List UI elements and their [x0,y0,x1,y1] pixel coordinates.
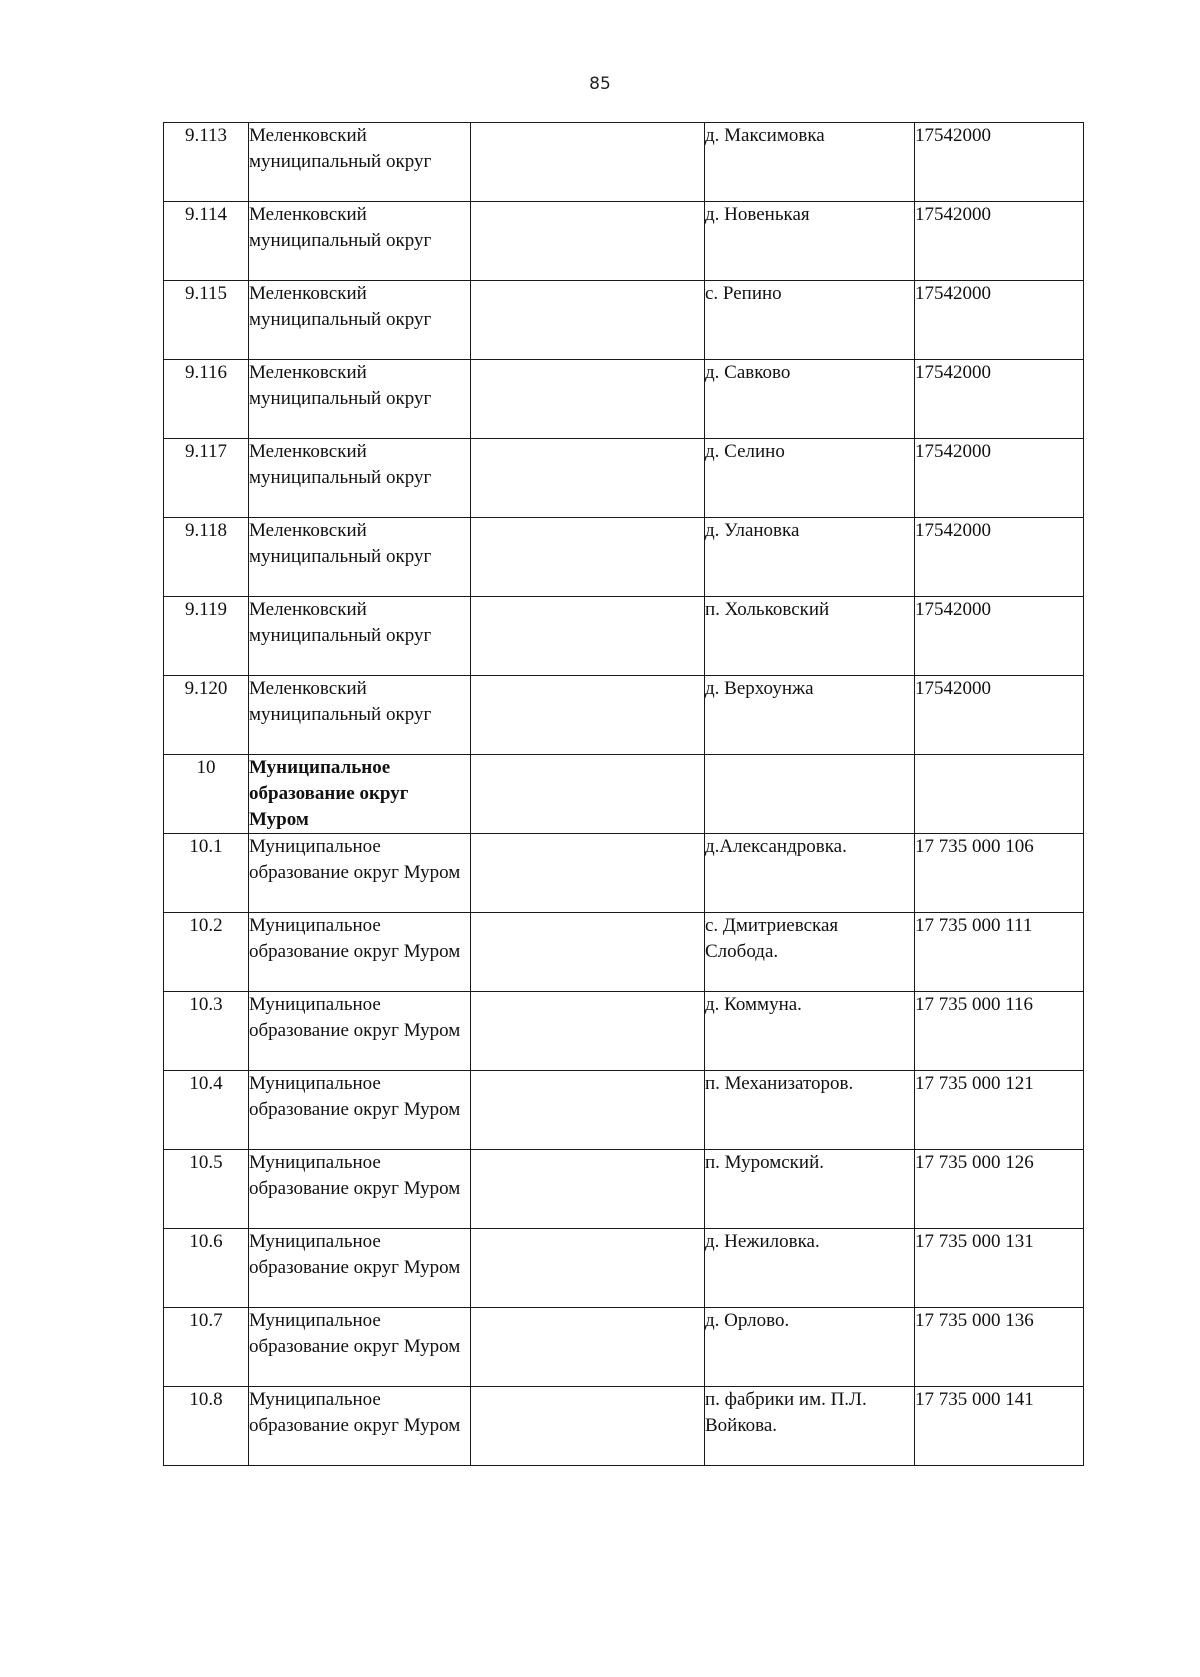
row-number: 10.3 [164,992,249,1071]
municipality-name: Меленковский муниципальный округ [249,123,471,202]
settlement-name: с. Репино [705,281,915,360]
oktmo-code [915,755,1084,834]
page-number: 85 [589,74,611,94]
table-row [164,360,1084,439]
municipality-name: Муниципальное образование округ Муром [249,913,471,992]
oktmo-code: 17542000 [915,597,1084,676]
municipality-name: Муниципальное образование округ Муром [249,1071,471,1150]
settlement-name: п. Механизаторов. [705,1071,915,1150]
settlement-name: д.Александровка. [705,834,915,913]
settlement-name: п. Муромский. [705,1150,915,1229]
table-row [164,676,1084,755]
row-number: 9.116 [164,360,249,439]
oktmo-code: 17 735 000 126 [915,1150,1084,1229]
oktmo-code: 17542000 [915,439,1084,518]
oktmo-code: 17542000 [915,281,1084,360]
empty-cell [471,360,705,439]
table-row [164,992,1084,1071]
oktmo-code: 17 735 000 111 [915,913,1084,992]
empty-cell [471,123,705,202]
oktmo-code: 17 735 000 121 [915,1071,1084,1150]
table-row [164,1071,1084,1150]
table-row [164,597,1084,676]
empty-cell [471,1387,705,1466]
empty-cell [471,1229,705,1308]
settlement-name: д. Улановка [705,518,915,597]
row-number: 9.117 [164,439,249,518]
settlement-name: д. Верхоунжа [705,676,915,755]
settlement-name: д. Нежиловка. [705,1229,915,1308]
table-row [164,913,1084,992]
municipality-name: Меленковский муниципальный округ [249,439,471,518]
row-number: 10.8 [164,1387,249,1466]
empty-cell [471,597,705,676]
table-row [164,1387,1084,1466]
empty-cell [471,1150,705,1229]
municipality-name: Муниципальное образование округ Муром [249,992,471,1071]
empty-cell [471,439,705,518]
oktmo-code: 17 735 000 116 [915,992,1084,1071]
table-row [164,518,1084,597]
municipality-name: Муниципальное образование округ Муром [249,1308,471,1387]
row-number: 9.113 [164,123,249,202]
empty-cell [471,518,705,597]
municipality-name: Меленковский муниципальный округ [249,360,471,439]
table-row [164,281,1084,360]
table-row [164,834,1084,913]
oktmo-code: 17542000 [915,676,1084,755]
settlement-name: д. Селино [705,439,915,518]
empty-cell [471,1071,705,1150]
empty-cell [471,676,705,755]
oktmo-code: 17 735 000 106 [915,834,1084,913]
row-number: 9.120 [164,676,249,755]
municipality-name: Меленковский муниципальный округ [249,202,471,281]
municipality-name: Муниципальное образование округ Муром [249,1229,471,1308]
table-row [164,202,1084,281]
settlement-name: д. Новенькая [705,202,915,281]
empty-cell [471,834,705,913]
row-number: 10.7 [164,1308,249,1387]
municipality-name: Муниципальное образование округ Муром [249,1150,471,1229]
empty-cell [471,913,705,992]
empty-cell [471,755,705,834]
settlement-name: п. Хольковский [705,597,915,676]
settlement-name: д. Савково [705,360,915,439]
table-row [164,439,1084,518]
row-number: 9.115 [164,281,249,360]
municipality-name: Муниципальное образование округ Муром [249,1387,471,1466]
oktmo-code: 17542000 [915,202,1084,281]
row-number: 10.1 [164,834,249,913]
settlement-name: д. Максимовка [705,123,915,202]
municipality-name: Меленковский муниципальный округ [249,676,471,755]
oktmo-code: 17 735 000 141 [915,1387,1084,1466]
table-row-section-header [164,755,1084,834]
empty-cell [471,202,705,281]
settlement-name: д. Орлово. [705,1308,915,1387]
table-row [164,1308,1084,1387]
row-number: 10.2 [164,913,249,992]
empty-cell [471,1308,705,1387]
row-number: 9.118 [164,518,249,597]
settlement-name: с. Дмитриевская Слобода. [705,913,915,992]
oktmo-code: 17 735 000 136 [915,1308,1084,1387]
table-row [164,123,1084,202]
settlement-name [705,755,915,834]
oktmo-code: 17542000 [915,360,1084,439]
row-number: 10 [164,755,249,834]
municipality-name: Муниципальное образование округ Муром [249,755,471,834]
row-number: 10.4 [164,1071,249,1150]
empty-cell [471,992,705,1071]
municipality-name: Муниципальное образование округ Муром [249,834,471,913]
table-row [164,1150,1084,1229]
table-row [164,1229,1084,1308]
municipality-name: Меленковский муниципальный округ [249,597,471,676]
row-number: 9.119 [164,597,249,676]
settlement-name: д. Коммуна. [705,992,915,1071]
row-number: 10.5 [164,1150,249,1229]
oktmo-code: 17542000 [915,518,1084,597]
settlements-table [163,122,1084,1466]
municipality-name: Меленковский муниципальный округ [249,518,471,597]
settlement-name: п. фабрики им. П.Л. Войкова. [705,1387,915,1466]
municipality-name: Меленковский муниципальный округ [249,281,471,360]
row-number: 10.6 [164,1229,249,1308]
oktmo-code: 17542000 [915,123,1084,202]
oktmo-code: 17 735 000 131 [915,1229,1084,1308]
empty-cell [471,281,705,360]
row-number: 9.114 [164,202,249,281]
